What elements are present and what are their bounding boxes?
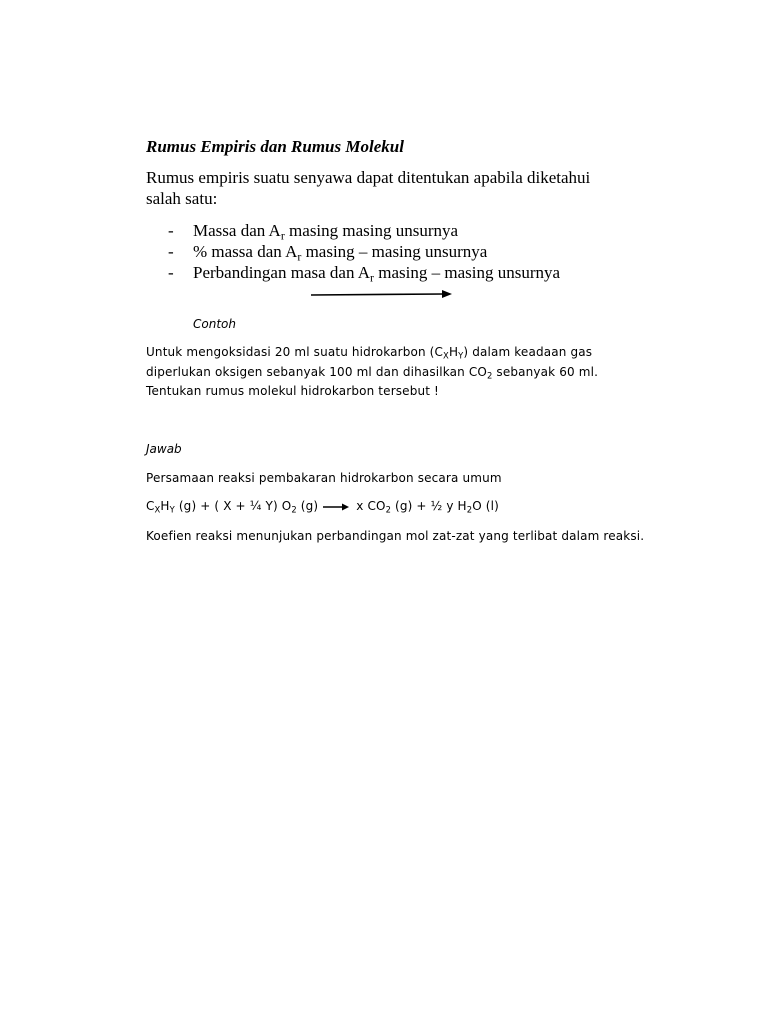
bullet-dash: - [168,263,174,282]
example-line-1: Untuk mengoksidasi 20 ml suatu hidrokarbon $(C_XH_Y)$ dalam keadaan gas [146,345,593,361]
bullet-item [168,242,487,265]
example-label: Contoh [193,317,236,331]
reaction-arrow-icon [322,502,350,512]
intro-line-2: salah satu: [146,189,218,208]
bullet-text-after: masing – masing unsurnya [301,242,488,261]
reaction-equation: $C_XH_Y$ (g) + ( X + ¼ Y) $O_2$ (g) x $CO_2$ (g) + ½ y $H_2O$ (l) [146,499,499,515]
bullet-item [168,263,560,286]
bullet-item [168,221,458,244]
bullet-subscript: r [280,228,285,243]
answer-line-1: Persamaan reaksi pembakaran hidrokarbon secara umum [146,471,502,485]
example-line-2: diperlukan oksigen sebanyak 100 ml dan dihasilkan $CO_2$ sebanyak 60 ml. [146,365,599,381]
answer-label: Jawab [146,442,182,456]
bullet-text-before: Perbandingan masa dan A [193,263,371,282]
bullet-text-after: masing masing unsurnya [284,221,459,240]
intro-line-1: Rumus empiris suatu senyawa dapat ditentukan apabila diketahui [146,168,591,187]
bullet-text-before: % massa dan A [193,242,298,261]
bullet-subscript: r [370,270,375,285]
bullet-text-after: masing – masing unsurnya [374,263,561,282]
page-title: Rumus Empiris dan Rumus Molekul [146,137,404,156]
bullet-text-before: Massa dan A [193,221,281,240]
bullet-dash: - [168,221,174,240]
bullet-subscript: r [297,249,302,264]
answer-line-2: Koefien reaksi menunjukan perbandingan mol zat-zat yang terlibat dalam reaksi. [146,529,645,543]
bullet-dash: - [168,242,174,261]
example-line-3: Tentukan rumus molekul hidrokarbon tersebut ! [146,384,440,398]
right-arrow-icon [310,288,454,302]
